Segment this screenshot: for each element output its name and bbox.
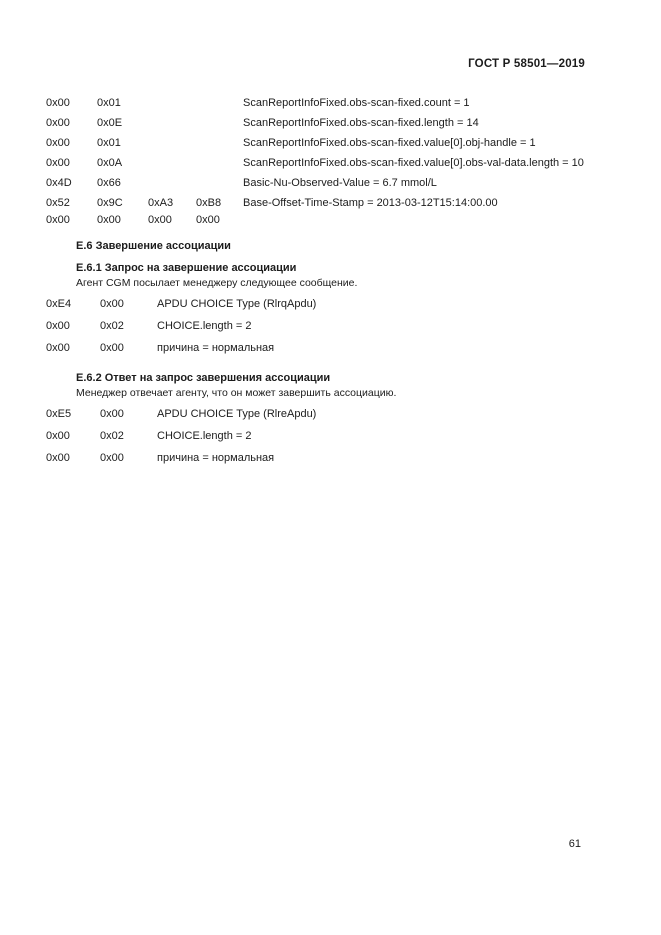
- hex-row: [46, 320, 605, 332]
- hex-dump-table-release-request: [46, 298, 605, 354]
- hex-byte-cell: 0xA3: [148, 197, 174, 209]
- hex-byte-cell: 0x52: [46, 197, 70, 209]
- hex-description: ScanReportInfoFixed.obs-scan-fixed.value[0].obj-handle = 1: [243, 137, 536, 149]
- hex-row: [46, 177, 605, 189]
- hex-byte-cell: 0x00: [46, 157, 70, 169]
- hex-description: Basic-Nu-Observed-Value = 6.7 mmol/L: [243, 177, 437, 189]
- hex-byte-cell: 0x00: [46, 97, 70, 109]
- hex-byte-cell: 0x00: [196, 214, 220, 226]
- hex-description: ScanReportInfoFixed.obs-scan-fixed.value[0].obs-val-data.length = 10: [243, 157, 584, 169]
- hex-row: [46, 452, 605, 464]
- hex-byte-cell: 0xE5: [46, 408, 72, 420]
- hex-byte-cell: 0x01: [97, 137, 121, 149]
- page-number: 61: [568, 838, 581, 850]
- hex-byte-cell: 0x0A: [97, 157, 123, 169]
- hex-description: APDU CHOICE Type (RlreApdu): [157, 408, 317, 420]
- hex-description: Base-Offset-Time-Stamp = 2013-03-12T15:14:00.00: [243, 197, 498, 209]
- hex-row: [46, 342, 605, 354]
- hex-byte-cell: 0x00: [100, 342, 124, 354]
- hex-dump-table-release-response: [46, 408, 605, 464]
- hex-row: [46, 197, 605, 209]
- hex-byte-cell: 0x00: [97, 214, 121, 226]
- hex-row: [46, 214, 605, 226]
- hex-row: [46, 97, 605, 109]
- standard-number: ГОСТ Р 58501—2019: [468, 58, 585, 70]
- hex-description: ScanReportInfoFixed.obs-scan-fixed.length = 14: [243, 117, 479, 129]
- hex-byte-cell: 0x00: [46, 430, 70, 442]
- hex-byte-cell: 0x9C: [97, 197, 123, 209]
- hex-byte-cell: 0x02: [100, 320, 124, 332]
- section-e6-2-body: Менеджер отвечает агенту, что он может завершить ассоциацию.: [76, 387, 397, 399]
- hex-byte-cell: 0x00: [46, 320, 70, 332]
- hex-byte-cell: 0xE4: [46, 298, 72, 310]
- hex-byte-cell: 0x00: [148, 214, 172, 226]
- hex-byte-cell: 0x00: [46, 452, 70, 464]
- hex-description: CHOICE.length = 2: [157, 430, 252, 442]
- hex-byte-cell: 0x01: [97, 97, 121, 109]
- hex-byte-cell: 0xB8: [196, 197, 222, 209]
- hex-description: APDU CHOICE Type (RlrqApdu): [157, 298, 317, 310]
- hex-row: [46, 298, 605, 310]
- hex-byte-cell: 0x00: [46, 137, 70, 149]
- section-heading-e6-1: Е.6.1 Запрос на завершение ассоциации: [76, 262, 297, 274]
- hex-description: CHOICE.length = 2: [157, 320, 252, 332]
- section-e6-1-body: Агент CGM посылает менеджеру следующее сообщение.: [76, 277, 358, 289]
- hex-byte-cell: 0x4D: [46, 177, 72, 189]
- hex-description: причина = нормальная: [157, 452, 275, 464]
- hex-byte-cell: 0x0E: [97, 117, 123, 129]
- hex-byte-cell: 0x00: [46, 117, 70, 129]
- hex-row: [46, 430, 605, 442]
- hex-byte-cell: 0x00: [46, 342, 70, 354]
- hex-description: причина = нормальная: [157, 342, 275, 354]
- section-heading-e6-2: Е.6.2 Ответ на запрос завершения ассоциации: [76, 372, 331, 384]
- hex-description: ScanReportInfoFixed.obs-scan-fixed.count = 1: [243, 97, 470, 109]
- section-heading-e6: Е.6 Завершение ассоциации: [76, 240, 231, 252]
- hex-dump-table-scan-report: [46, 97, 605, 226]
- hex-byte-cell: 0x00: [100, 298, 124, 310]
- page-content: [46, 97, 605, 464]
- hex-byte-cell: 0x00: [100, 452, 124, 464]
- hex-row: [46, 408, 605, 420]
- hex-row: [46, 157, 605, 169]
- hex-byte-cell: 0x00: [100, 408, 124, 420]
- hex-row: [46, 137, 605, 149]
- hex-byte-cell: 0x02: [100, 430, 124, 442]
- hex-byte-cell: 0x66: [97, 177, 121, 189]
- hex-byte-cell: 0x00: [46, 214, 70, 226]
- document-header: [468, 58, 585, 70]
- hex-row: [46, 117, 605, 129]
